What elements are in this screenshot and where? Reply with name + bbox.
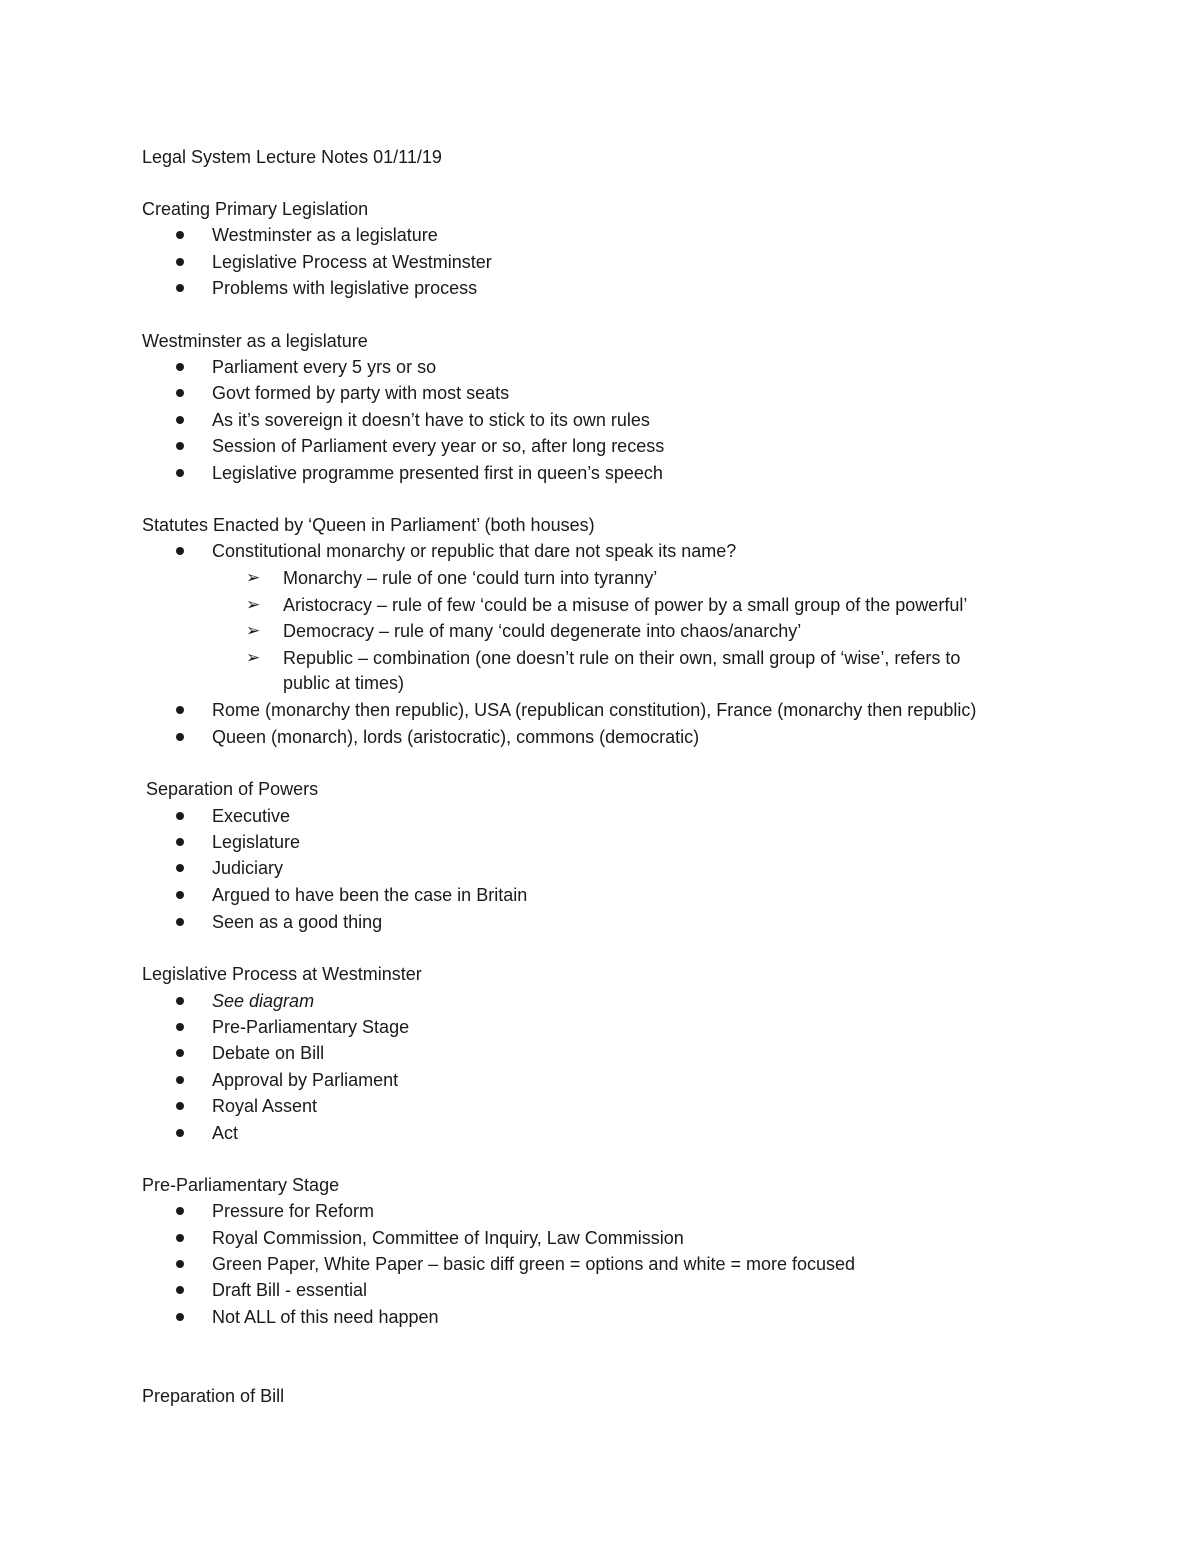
bullet-icon — [176, 838, 184, 846]
list-item: Royal Assent — [212, 1096, 318, 1116]
list-item: Govt formed by party with most seats — [212, 383, 510, 403]
list-item: Executive — [212, 806, 291, 826]
document-title: Legal System Lecture Notes 01/11/19 — [142, 147, 442, 167]
bullet-icon — [176, 891, 184, 899]
section-heading-process: Legislative Process at Westminster — [142, 964, 422, 984]
list-item: Problems with legislative process — [212, 278, 478, 298]
list-item: Debate on Bill — [212, 1043, 325, 1063]
arrow-bullet-icon: ➢ — [246, 648, 261, 667]
arrow-bullet-icon: ➢ — [246, 621, 261, 640]
list-item: See diagram — [212, 991, 315, 1011]
section-heading-westminster: Westminster as a legislature — [142, 331, 368, 351]
bullet-icon — [176, 416, 184, 424]
list-item: Green Paper, White Paper – basic diff green = options and white = more focused — [212, 1254, 856, 1274]
list-item: Legislative programme presented first in queen’s speech — [212, 463, 663, 483]
list-item: Legislative Process at Westminster — [212, 252, 492, 272]
section-heading-separation: Separation of Powers — [146, 779, 319, 799]
bullet-icon — [176, 1076, 184, 1084]
bullet-icon — [176, 1102, 184, 1110]
arrow-bullet-icon: ➢ — [246, 568, 261, 587]
bullet-icon — [176, 389, 184, 397]
bullet-icon — [176, 1049, 184, 1057]
bullet-icon — [176, 258, 184, 266]
list-item: Seen as a good thing — [212, 912, 383, 932]
bullet-icon — [176, 1023, 184, 1031]
sub-list-item: Monarchy – rule of one ‘could turn into tyranny’ — [283, 568, 658, 588]
list-item: Pressure for Reform — [212, 1201, 375, 1221]
bullet-icon — [176, 231, 184, 239]
list-item: Westminster as a legislature — [212, 225, 438, 245]
section-heading-statutes: Statutes Enacted by ‘Queen in Parliament’ (both houses) — [142, 515, 595, 535]
sub-list-item: Aristocracy – rule of few ‘could be a misuse of power by a small group of the powerful’ — [283, 595, 968, 615]
bullet-icon — [176, 547, 184, 555]
bullet-icon — [176, 1260, 184, 1268]
bullet-icon — [176, 442, 184, 450]
bullet-icon — [176, 1207, 184, 1215]
list-item: Pre-Parliamentary Stage — [212, 1017, 410, 1037]
bullet-icon — [176, 864, 184, 872]
bullet-icon — [176, 284, 184, 292]
list-item: Rome (monarchy then republic), USA (republican constitution), France (monarchy then republic) — [212, 700, 977, 720]
section-heading-preparation: Preparation of Bill — [142, 1386, 285, 1406]
bullet-icon — [176, 706, 184, 714]
bullet-icon — [176, 1313, 184, 1321]
list-item: As it’s sovereign it doesn’t have to stick to its own rules — [212, 410, 650, 430]
bullet-icon — [176, 1129, 184, 1137]
bullet-icon — [176, 363, 184, 371]
bullet-icon — [176, 812, 184, 820]
list-item: Constitutional monarchy or republic that dare not speak its name? — [212, 541, 737, 561]
list-item: Parliament every 5 yrs or so — [212, 357, 437, 377]
sub-list-item-continuation: public at times) — [283, 673, 405, 693]
list-item: Act — [212, 1123, 239, 1143]
sub-list-item: Republic – combination (one doesn’t rule on their own, small group of ‘wise’, refers to — [283, 648, 961, 668]
sub-list-item: Democracy – rule of many ‘could degenerate into chaos/anarchy’ — [283, 621, 802, 641]
bullet-icon — [176, 997, 184, 1005]
bullet-icon — [176, 1286, 184, 1294]
bullet-icon — [176, 1234, 184, 1242]
list-item: Legislature — [212, 832, 301, 852]
bullet-icon — [176, 918, 184, 926]
list-item: Argued to have been the case in Britain — [212, 885, 528, 905]
list-item: Draft Bill - essential — [212, 1280, 368, 1300]
list-item: Queen (monarch), lords (aristocratic), commons (democratic) — [212, 727, 700, 747]
bullet-icon — [176, 469, 184, 477]
list-item: Judiciary — [212, 858, 284, 878]
section-heading-creating: Creating Primary Legislation — [142, 199, 369, 219]
list-item: Royal Commission, Committee of Inquiry, Law Commission — [212, 1228, 684, 1248]
list-item: Session of Parliament every year or so, after long recess — [212, 436, 665, 456]
arrow-bullet-icon: ➢ — [246, 595, 261, 614]
section-heading-preparl: Pre-Parliamentary Stage — [142, 1175, 340, 1195]
bullet-icon — [176, 733, 184, 741]
list-item: Approval by Parliament — [212, 1070, 399, 1090]
list-item: Not ALL of this need happen — [212, 1307, 439, 1327]
